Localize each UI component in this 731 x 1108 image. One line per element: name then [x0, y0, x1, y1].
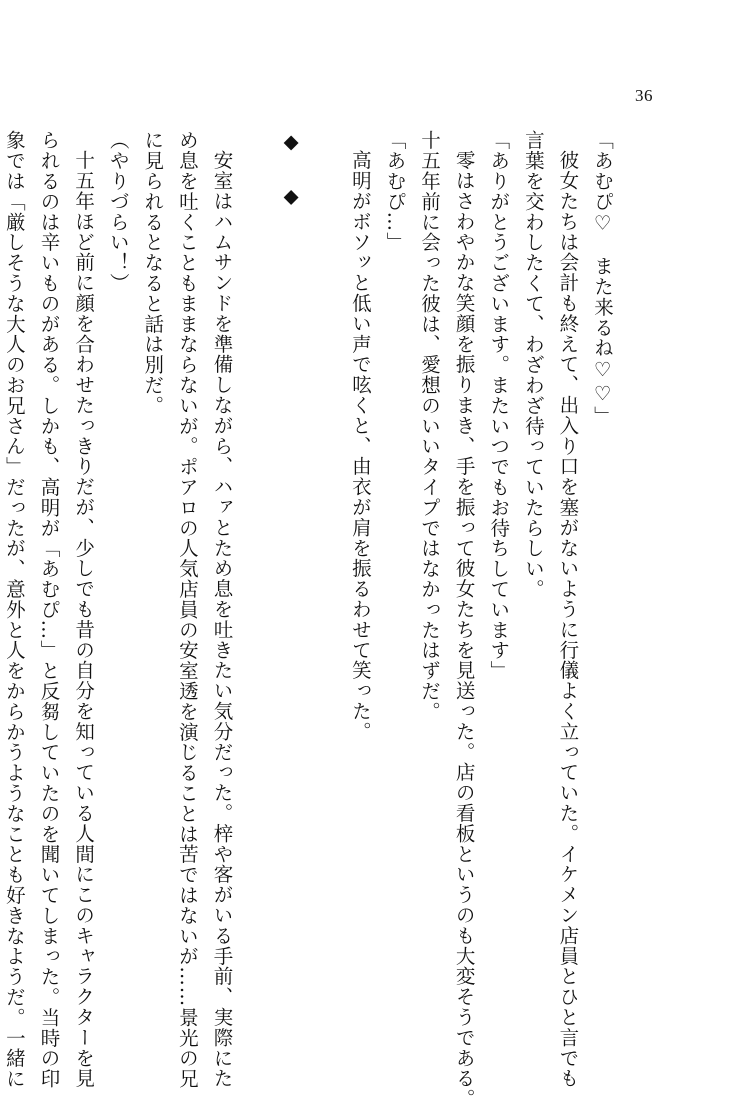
text-line: 高明がボソッと低い声で呟くと、由衣が肩を振るわせて笑った。 [348, 149, 372, 742]
text-line: 十五年ほど前に顔を合わせたっきりだが、少しでも昔の自分を知っている人間にこのキャラクターを見 [72, 149, 96, 1088]
text-line: に見られるとなると話は別だ。 [141, 130, 165, 416]
text-line: られるのは辛いものがある。しかも、高明が「あむぴ…」と反芻していたのを聞いてしまった。当時の印 [37, 130, 61, 1089]
text-line: 零はさわやかな笑顔を振りまき、手を振って彼女たちを見送った。店の看板というのも大変そうである。 [452, 149, 476, 1108]
blank-line [238, 130, 273, 950]
text-line: め息を吐くこともままならないが。ポアロの人気店員の安室透を演じることは苦ではないが……景光の兄 [175, 130, 199, 1089]
vertical-text-block [0, 130, 619, 1108]
text-line: 言葉を交わしたくて、わざわざ待っていたらしい。 [521, 130, 545, 600]
text-line: （やりづらい！） [106, 130, 130, 294]
text-line: 安室はハムサンドを準備しながら、ハァとため息を吐きたい気分だった。梓や客がいる手前、実際にた [210, 149, 234, 1088]
text-line: 「ありがとうございます。またいつでもお待ちしています」 [487, 130, 511, 681]
scene-break-diamonds: ◆ ◆ [279, 130, 303, 214]
page-number: 36 [635, 86, 653, 105]
text-line: 彼女たちは会計も終えて、出入り口を塞がないように行儀よく立っていた。イケメン店員とひと言でも [556, 149, 580, 1088]
text-line: 「あむぴ…」 [383, 130, 407, 253]
text-line: 十五年前に会った彼は、愛想のいいタイプではなかったはずだ。 [418, 130, 442, 722]
text-line: 象では「厳しそうな大人のお兄さん」だったが、意外と人をからかうようなことも好きなようだ。一緒に [2, 130, 26, 1089]
blank-line [308, 130, 343, 950]
text-line: 「あむぴ♡ また来るね♡♡」 [591, 130, 614, 427]
